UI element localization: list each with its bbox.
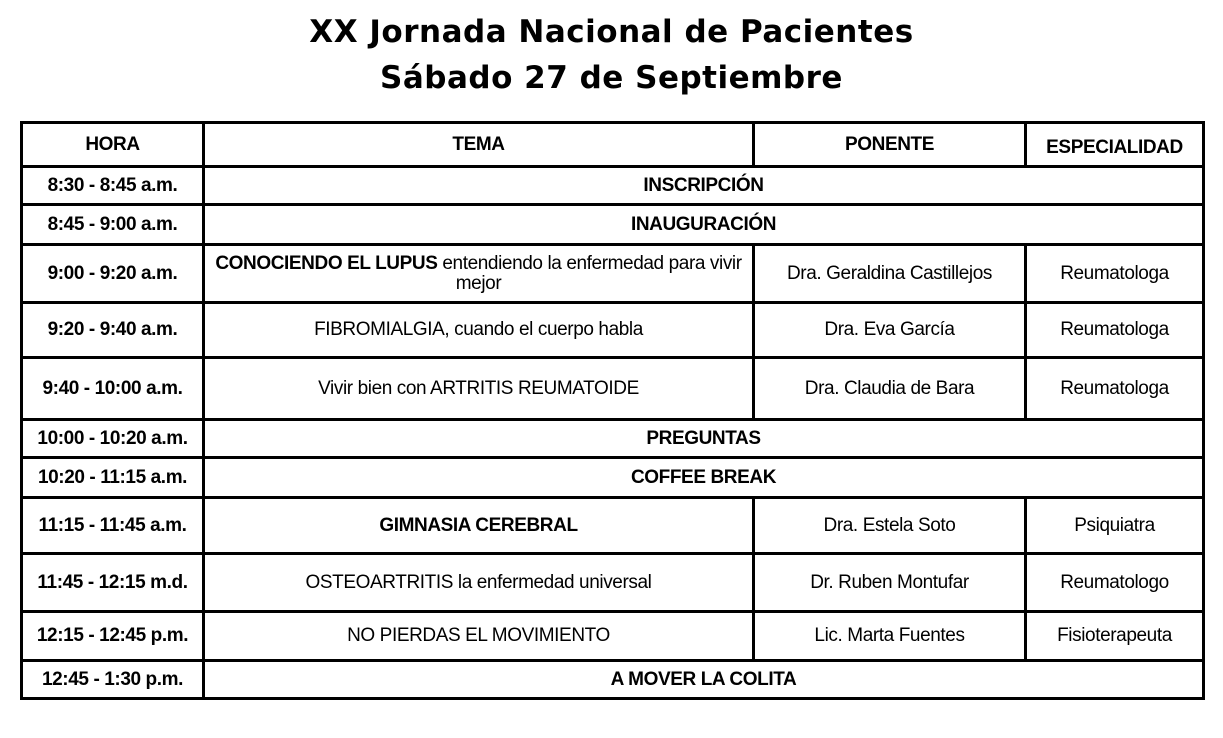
speaker-cell: Dra. Estela Soto: [754, 498, 1026, 554]
header-row: [22, 123, 1204, 167]
time-cell: 8:45 - 9:00 a.m.: [22, 205, 204, 245]
topic-cell: Vivir bien con ARTRITIS REUMATOIDE: [204, 358, 754, 420]
table-row: [22, 498, 1204, 554]
time-cell: 8:30 - 8:45 a.m.: [22, 167, 204, 205]
topic-cell: INSCRIPCIÓN: [204, 167, 1204, 205]
specialty-cell: Reumatologo: [1026, 554, 1204, 612]
topic-cell: COFFEE BREAK: [204, 458, 1204, 498]
time-cell: 9:00 - 9:20 a.m.: [22, 245, 204, 303]
time-cell: 9:20 - 9:40 a.m.: [22, 303, 204, 358]
table-row: [22, 303, 1204, 358]
header-hora: HORA: [22, 123, 204, 167]
speaker-cell: Dr. Ruben Montufar: [754, 554, 1026, 612]
header-ponente: PONENTE: [754, 123, 1026, 167]
time-cell: 9:40 - 10:00 a.m.: [22, 358, 204, 420]
topic-cell: NO PIERDAS EL MOVIMIENTO: [204, 612, 754, 661]
topic-cell: INAUGURACIÓN: [204, 205, 1204, 245]
specialty-cell: Reumatologa: [1026, 245, 1204, 303]
topic-cell: FIBROMIALGIA, cuando el cuerpo habla: [204, 303, 754, 358]
topic-cell: OSTEOARTRITIS la enfermedad universal: [204, 554, 754, 612]
header-especialidad: ESPECIALIDAD: [1026, 123, 1204, 167]
schedule-table: [20, 121, 1205, 700]
specialty-cell: Fisioterapeuta: [1026, 612, 1204, 661]
table-row: [22, 420, 1204, 458]
table-row: [22, 458, 1204, 498]
topic-cell: A MOVER LA COLITA: [204, 661, 1204, 699]
table-row: [22, 612, 1204, 661]
speaker-cell: Lic. Marta Fuentes: [754, 612, 1026, 661]
speaker-cell: Dra. Claudia de Bara: [754, 358, 1026, 420]
topic-cell: GIMNASIA CEREBRAL: [204, 498, 754, 554]
time-cell: 10:00 - 10:20 a.m.: [22, 420, 204, 458]
table-row: [22, 358, 1204, 420]
table-row: [22, 205, 1204, 245]
table-row: [22, 661, 1204, 699]
time-cell: 11:45 - 12:15 m.d.: [22, 554, 204, 612]
header-tema: TEMA: [204, 123, 754, 167]
table-row: [22, 245, 1204, 303]
time-cell: 12:45 - 1:30 p.m.: [22, 661, 204, 699]
specialty-cell: Reumatologa: [1026, 303, 1204, 358]
page-subtitle: Sábado 27 de Septiembre: [380, 60, 843, 96]
specialty-cell: Reumatologa: [1026, 358, 1204, 420]
topic-bold-text: CONOCIENDO EL LUPUS: [215, 252, 438, 274]
specialty-cell: Psiquiatra: [1026, 498, 1204, 554]
table-row: [22, 554, 1204, 612]
speaker-cell: Dra. Eva García: [754, 303, 1026, 358]
time-cell: 11:15 - 11:45 a.m.: [22, 498, 204, 554]
topic-rest-text: entendiendo la enfermedad para vivir mejor: [437, 252, 742, 294]
table-row: [22, 167, 1204, 205]
page-title: XX Jornada Nacional de Pacientes: [309, 14, 914, 50]
topic-cell: [204, 245, 754, 303]
speaker-cell: Dra. Geraldina Castillejos: [754, 245, 1026, 303]
time-cell: 10:20 - 11:15 a.m.: [22, 458, 204, 498]
time-cell: 12:15 - 12:45 p.m.: [22, 612, 204, 661]
topic-cell: PREGUNTAS: [204, 420, 1204, 458]
